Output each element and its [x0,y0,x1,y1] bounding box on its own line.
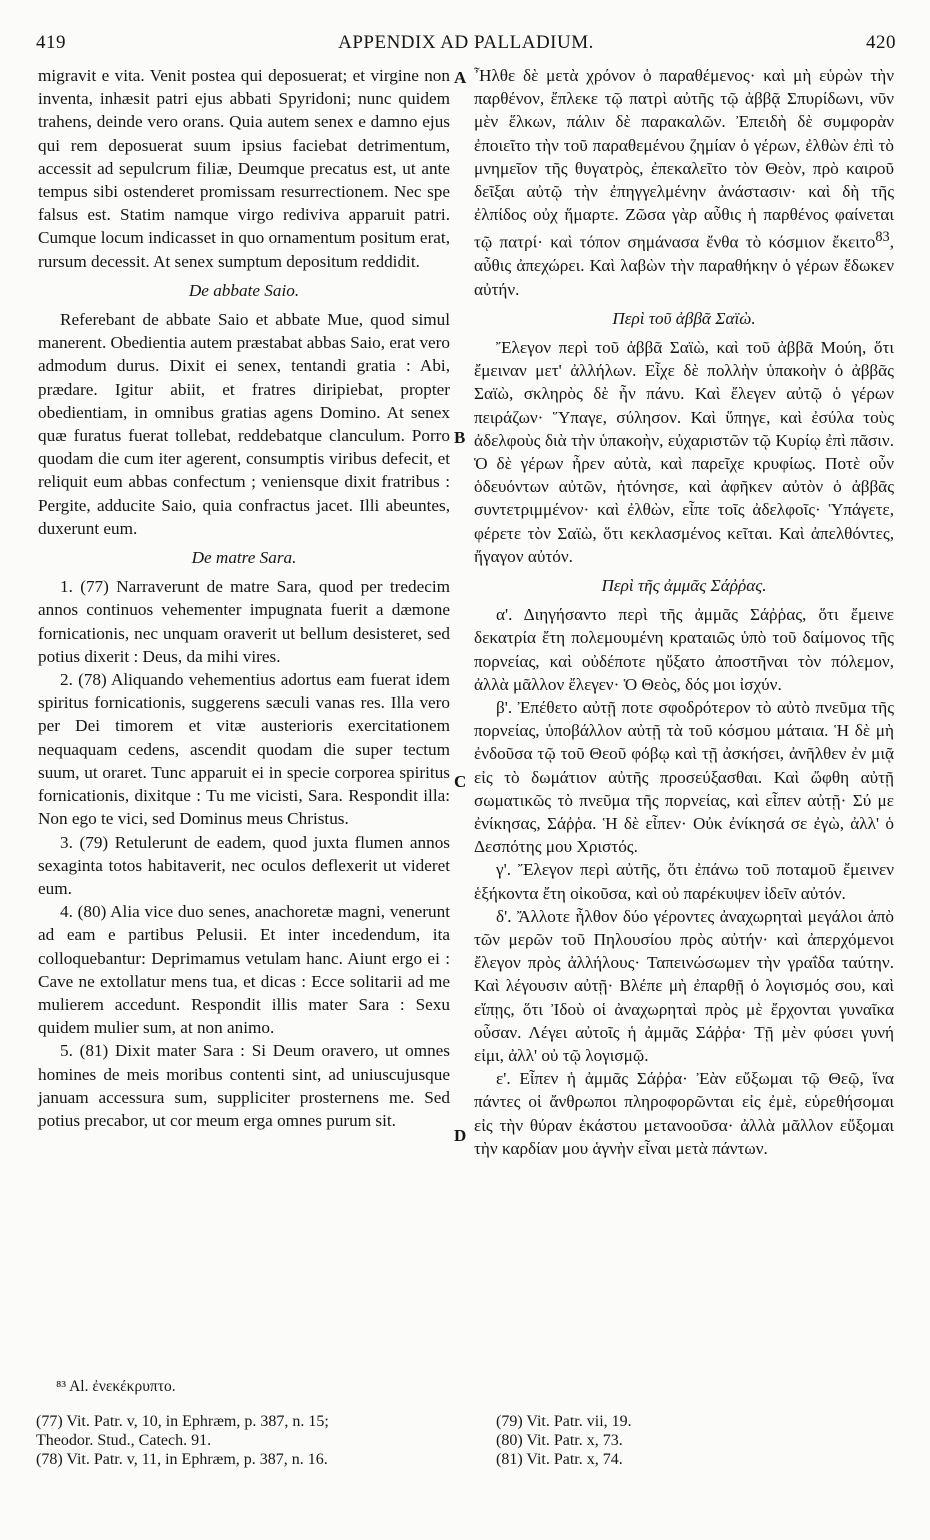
greek-saio-text: Ἔλεγον περὶ τοῦ ἀββᾶ Σαϊὼ, καὶ τοῦ ἀββᾶ Μούη, ὅτι ἔμειναν μετ' ἀλλήλων. Εἶχε δὲ πολλὴν ὑπακοὴν ὁ ἀββᾶς Σαϊὼ, σκληρὸς δὲ ἦν πάνυ. Καὶ ἔλεγεν αὐτῷ ὁ γέρων πειράζων· Ὕπαγε, σύλησον. Καὶ ὕπηγε, καὶ ἐσύλα τοὺς ἀδελφοὺς διὰ τὴν ὑπακοὴν, εὐχαριστῶν τῷ Κυρίῳ ἐπὶ πᾶσιν. Ὁ δὲ γέρων ἦρεν αὐτὰ, καὶ παρεῖχε κρυφίως. Ποτὲ οὖν ὁδευόντων αὐτῶν, ἠτόνησε, καὶ ἀφῆκεν αὐτὸν ὁ ἀββᾶς συντετριμμένον· καὶ ἐλθὼν, εἶπε τοῖς ἀδελφοῖς· Ὑπάγετε, φέρετε τὸν Σαϊὼ, ὅτι κεκλασμένος κεῖται. Καὶ ἀπελθόντες, ἤγαγον αὐτόν. [474,337,894,566]
reference-line: (77) Vit. Patr. v, 10, in Ephræm, p. 387, n. 15; [36,1413,329,1430]
references-right [496,1412,896,1469]
margin-marker-a: A [454,68,467,87]
greek-para-3: γ'. Ἔλεγον περὶ αὐτῆς, ὅτι ἐπάνω τοῦ ποταμοῦ ἔμεινεν ἑξήκοντα ἔτη οἰκοῦσα, καὶ οὐ παρέκυψεν ἰδεῖν αὐτόν. [474,860,894,903]
margin-marker-b: B [454,428,466,447]
greek-intro: Ἦλθε δὲ μετὰ χρόνον ὁ παραθέμενος· καὶ μὴ εὑρὼν τὴν παρθένον, ἔπλεκε τῷ πατρὶ αὐτῆς τῷ ἀββᾷ Σπυρίδωνι, νῦν μὲν ἕλκων, πάλιν δὲ παρακαλῶν. Ἐπειδὴ δὲ συμφορὰν ἐποιεῖτο τὴν τοῦ παραθεμένου ζημίαν ὁ γέρων, ἐλθὼν ἐπὶ τὸ μνημεῖον τῆς θυγατρὸς, ἐπεκαλεῖτο τὸν Θεὸν, πρὸ καιροῦ δεῖξαι αὐτῷ τὴν ἐπηγγελμένην ἀνάστασιν· καὶ δὴ τῆς ἐλπίδος οὐχ ἥμαρτε. Ζῶσα γὰρ αὖθις ἡ παρθένος φαίνεται τῷ πατρί· καὶ τόπον σημάνασα ἔνθα τὸ κόσμιον ἔκειτο$^{83}$, αὖθις ἀπεχώρει. Καὶ λαβὼν τὴν παραθήκην ὁ γέρων ἔδωκεν αὐτήν. [474,66,894,299]
reference-line: (79) Vit. Patr. vii, 19. [496,1413,632,1430]
latin-para-4: 4. (80) Alia vice duo senes, anachoretæ magni, venerunt ad eam e partibus Pelusii. Et inter incedendum, ita colloquebantur: Deprimamus vetulam hanc. Aiunt ergo ei : Cave ne extollatur mens tua, et dicas : Ecce solitarii ad me mulierem accedunt. Respondit illis mater Sara : Sexu quidem mulier sum, at non animo. [38,902,450,1038]
greek-para-1: α'. Διηγήσαντο περὶ τῆς ἀμμᾶς Σάῤῥας, ὅτι ἔμεινε δεκατρία ἔτη πολεμουμένη κραταιῶς ὑπὸ τοῦ δαίμονος τῆς πορνείας, καὶ οὐδέποτε ηὔξατο ἀποστῆναι τὸν πόλεμον, ἀλλὰ μᾶλλον ἔλεγεν· Ὁ Θεὸς, δός μοι ἰσχύν. [474,605,894,694]
greek-column [474,64,894,1160]
running-title: APPENDIX AD PALLADIUM. [338,32,594,53]
latin-para-3: 3. (79) Retulerunt de eadem, quod juxta flumen annos sexaginta totos habitaverit, nec oculos deflexerit ut videret eum. [38,832,450,898]
reference-line: Theodor. Stud., Catech. 91. [36,1432,212,1449]
footnote: ⁸³ Al. ἐνεκέκρυπτο. [56,1378,176,1395]
page-number-left: 419 [36,32,66,53]
latin-intro: migravit e vita. Venit postea qui deposuerat; et virgine non inventa, inhæsit patri ejus abbati Spyridoni; nunc quidem trahens, deinde vero orans. Quia autem senex e damno ejus qui rem deposuerat suum ipsius faciebat detrimentum, accessit ad sepulcrum filiæ, Deumque precatus est, ut ante tempus sibi ostenderet promissam resurrectionem. Nec spe falsus est. Statim namque virgo rediviva apparuit patri. Cumque locum indicasset in quo ornamentum positum erat, rursum decessit. At senex sumptum depositum reddidit. [38,66,450,271]
greek-saio-heading: Περὶ τοῦ ἀββᾶ Σαϊὼ. [612,308,756,328]
latin-column [38,64,450,1132]
margin-marker-c: C [454,772,467,791]
reference-line: (80) Vit. Patr. x, 73. [496,1432,623,1449]
references-left [36,1412,456,1469]
reference-line: (81) Vit. Patr. x, 74. [496,1451,623,1468]
latin-para-5: 5. (81) Dixit mater Sara : Si Deum oravero, ut omnes homines de meis moribus contenti sint, ad uniuscujusque januam accessura sum, suppliciter prosternens me. Sed potius precabor, ut cor meum erga omnes purum sit. [38,1041,450,1130]
latin-sara-heading: De matre Sara. [191,548,297,568]
greek-para-2: β'. Ἐπέθετο αὐτῇ ποτε σφοδρότερον τὸ αὐτὸ πνεῦμα τῆς πορνείας, ὑποβάλλον αὐτῇ τὰ τοῦ κόσμου μάταια. Ἡ δὲ μὴ ἐνδοῦσα τῷ τοῦ Θεοῦ φόβῳ καὶ τῇ ἀσκήσει, ἀνῆλθεν ἐν μιᾷ εἰς τὸ δωμάτιον αὐτῆς προσεύξασθαι. Καὶ ὤφθη αὐτῇ σωματικῶς τὸ πνεῦμα τῆς πορνείας, καὶ εἶπεν αὐτῇ· Σύ με ἐνίκησας, Σάῤῥα. Ἡ δὲ εἶπεν· Οὐκ ἐνίκησά σε ἐγὼ, ἀλλ' ὁ Δεσπότης μου Χριστός. [474,698,894,857]
greek-para-4: δ'. Ἄλλοτε ἦλθον δύο γέροντες ἀναχωρηταὶ μεγάλοι ἀπὸ τῶν μερῶν τοῦ Πηλουσίου πρὸς αὐτήν· καὶ ἀπερχόμενοι ἔλεγον πρὸς ἀλλήλους· Ταπεινώσωμεν τὴν γραΐδα ταύτην. Καὶ λέγουσιν αὐτῇ· Βλέπε μὴ ἐπαρθῇ ὁ λογισμός σου, καὶ εἴπῃς, ὅτι Ἰδοὺ οἱ ἀναχωρηταὶ πρὸς μὲ ἔρχονται γυναῖκα οὖσαν. Λέγει αὐτοῖς ἡ ἀμμᾶς Σάῤῥα· Τῇ μὲν φύσει γυνή εἰμι, ἀλλ' οὐ τῷ λογισμῷ. [474,906,894,1066]
reference-line: (78) Vit. Patr. v, 11, in Ephræm, p. 387, n. 16. [36,1451,328,1468]
latin-saio-heading: De abbate Saio. [188,280,300,300]
latin-para-2: 2. (78) Aliquando vehementius adortus eam fuerat idem spiritus fornicationis, suggerens sæculi vanas res. Illa vero per Dei timorem et vitæ austerioris exercitationem nequaquam cedens, ascendit quodam die super tectum suum, ut oraret. Tunc apparuit ei in specie corporea spiritus fornicationis, dixitque : Tu me vicisti, Sara. Respondit illa: Non ego te vici, sed Dominus meus Christus. [38,670,450,829]
greek-sara-heading: Περὶ τῆς ἀμμᾶς Σάῤῥας. [601,576,767,595]
margin-marker-d: D [454,1126,467,1145]
page-header [36,32,896,62]
page-number-right: 420 [866,32,896,53]
footnote-ref: 83 [875,229,890,246]
latin-saio-text: Referebant de abbate Saio et abbate Mue, quod simul manerent. Obedientia autem præstabat abbas Saio, erat vero admodum durus. Dixit ei senex, tentandi gratia : Abi, prædare. Igitur abiit, et fratres diripiebat, propter obedientiam, in omnibus gratias agens Domino. At senex quæ furatus fuerat tollebat, reddebatque clanculum. Porro quodam die cum iter agerent, consumptis viribus defecit, et reliquit eum abbas confectum ; veniensque dixit fratribus : Pergite, adducite Saio, quia confractus jacet. Illi abeuntes, duxerunt eum. [38,310,450,538]
greek-para-5: ε'. Εἶπεν ἡ ἀμμᾶς Σάῤῥα· Ἐὰν εὔξωμαι τῷ Θεῷ, ἵνα πάντες οἱ ἄνθρωποι πληροφορῶνται εἰς ἐμὲ, εὑρεθήσομαι εἰς τὴν θύραν ἑκάστου μετανοοῦσα· ἀλλὰ μᾶλλον εὔξομαι τὴν καρδίαν μου ἁγνὴν εἶναι μετὰ πάντων. [474,1069,894,1158]
latin-para-1: 1. (77) Narraverunt de matre Sara, quod per tredecim annos continuos vehementer impugnata fuerit a dæmone fornicationis, nec unquam oraverit ut bellum desisteret, sed potius dixerit : Deus, da mihi vires. [38,577,450,666]
